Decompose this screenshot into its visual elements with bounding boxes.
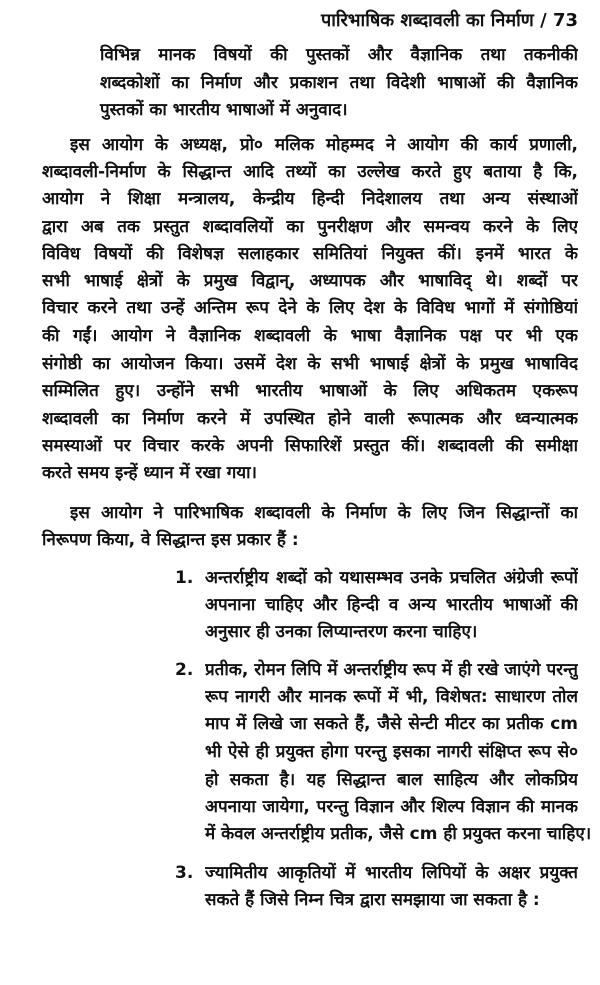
list-item-line: भी ऐसे ही प्रयुक्त होगा परन्तु इसका नागरी संक्षिप्त रूप से० bbox=[205, 742, 578, 762]
list-item-number: 3. bbox=[175, 863, 194, 883]
quote-line: विभिन्न मानक विषयों की पुस्तकों और वैज्ञानिक तथा तकनीकी bbox=[100, 45, 578, 65]
paragraph-line: करते समय इन्हें ध्यान में रखा गया। bbox=[42, 463, 257, 483]
list-item-line: माप में लिखे जा सकते हैं, जैसे सेन्टी मीटर का प्रतीक cm bbox=[205, 714, 578, 734]
paragraph-line: इस आयोग के अध्यक्ष, प्रो० मलिक मोहम्मद ने आयोग की कार्य प्रणाली, bbox=[70, 135, 578, 155]
list-item-line: में केवल अन्तर्राष्ट्रीय प्रतीक, जैसे cm ही प्रयुक्त करना चाहिए। bbox=[205, 824, 592, 844]
list-item-line: हो सकता है। यह सिद्धान्त बाल साहित्य और लोकप्रिय bbox=[205, 770, 578, 790]
paragraph-line: इस आयोग ने पारिभाषिक शब्दावली के निर्माण के लिए जिन सिद्धान्तों का bbox=[70, 503, 578, 523]
list-item-line: अपनाना चाहिए और हिन्दी व अन्य भारतीय भाषाओं की bbox=[205, 595, 578, 615]
running-header bbox=[321, 8, 578, 32]
list-item-line: अन्तर्राष्ट्रीय शब्दों को यथासम्भव उनके प्रचलित अंग्रेजी रूपों bbox=[205, 568, 578, 588]
paragraph-line: द्वारा अब तक प्रस्तुत शब्दावलियों का पुनरीक्षण और समन्वय करने के लिए bbox=[42, 217, 578, 237]
paragraph-line: सम्मिलित हुए। उन्होंने सभी भारतीय भाषाओं के लिए अधिकतम एकरूप bbox=[42, 381, 578, 401]
list-item-line: सकते हैं जिसे निम्न चित्र द्वारा समझाया जा सकता है : bbox=[205, 890, 540, 910]
page-number: 73 bbox=[552, 10, 578, 31]
paragraph-line: आयोग ने शिक्षा मन्त्रालय, केन्द्रीय हिन्दी निदेशालय तथा अन्य संस्थाओं bbox=[42, 189, 578, 209]
list-item-line: प्रतीक, रोमन लिपि में अन्तर्राष्ट्रीय रूप में ही रखे जाएंगे परन्तु bbox=[205, 660, 578, 680]
list-item-number: 1. bbox=[175, 568, 194, 588]
paragraph-line: शब्दावली-निर्माण के सिद्धान्त आदि तथ्यों का उल्लेख करते हुए बताया है कि, bbox=[42, 162, 578, 182]
paragraph-line: निरूपण किया, वे सिद्धान्त इस प्रकार हैं : bbox=[42, 530, 299, 550]
header-title: पारिभाषिक शब्दावली का निर्माण bbox=[320, 10, 534, 31]
paragraph-line: की गईं। आयोग ने वैज्ञानिक शब्दावली के भाषा वैज्ञानिक पक्ष पर भी एक bbox=[42, 326, 578, 346]
quote-line: शब्दकोशों का निर्माण और प्रकाशन तथा विदेशी भाषाओं की वैज्ञानिक bbox=[100, 73, 578, 93]
list-item-number: 2. bbox=[175, 660, 194, 680]
quote-line: पुस्तकों का भारतीय भाषाओं में अनुवाद। bbox=[100, 100, 348, 120]
list-item-line: अपनाया जायेगा, परन्तु विज्ञान और शिल्प विज्ञान की मानक bbox=[205, 797, 578, 817]
paragraph-line: विविध विषयों की विशेषज्ञ सलाहकार समितियां नियुक्त कीं। इनमें भारत के bbox=[42, 244, 578, 264]
header-separator: / bbox=[540, 10, 547, 31]
paragraph-line: संगोष्ठी का आयोजन किया। उसमें देश के सभी भाषाई क्षेत्रों के प्रमुख भाषाविद bbox=[42, 354, 578, 374]
paragraph-line: विचार करने तथा उन्हें अन्तिम रूप देने के लिए देश के विविध भागों में संगोष्ठियां bbox=[42, 298, 578, 318]
list-item-line: रूप नागरी और मानक रूपों में भी, विशेषत: साधारण तोल bbox=[205, 687, 578, 707]
paragraph-line: समस्याओं पर विचार करके अपनी सिफारिशें प्रस्तुत कीं। शब्दावली की समीक्षा bbox=[42, 436, 578, 456]
list-item-line: ज्यामितीय आकृतियों में भारतीय लिपियों के अक्षर प्रयुक्त bbox=[205, 863, 578, 883]
paragraph-line: सभी भाषाई क्षेत्रों के प्रमुख विद्वान्, अध्यापक और भाषाविद् थे। शब्दों पर bbox=[42, 271, 578, 291]
paragraph-line: शब्दावली का निर्माण करने में उपस्थित होने वाली रूपात्मक और ध्वन्यात्मक bbox=[42, 409, 578, 429]
list-item-line: अनुसार ही उनका लिप्यान्तरण करना चाहिए। bbox=[205, 622, 478, 642]
